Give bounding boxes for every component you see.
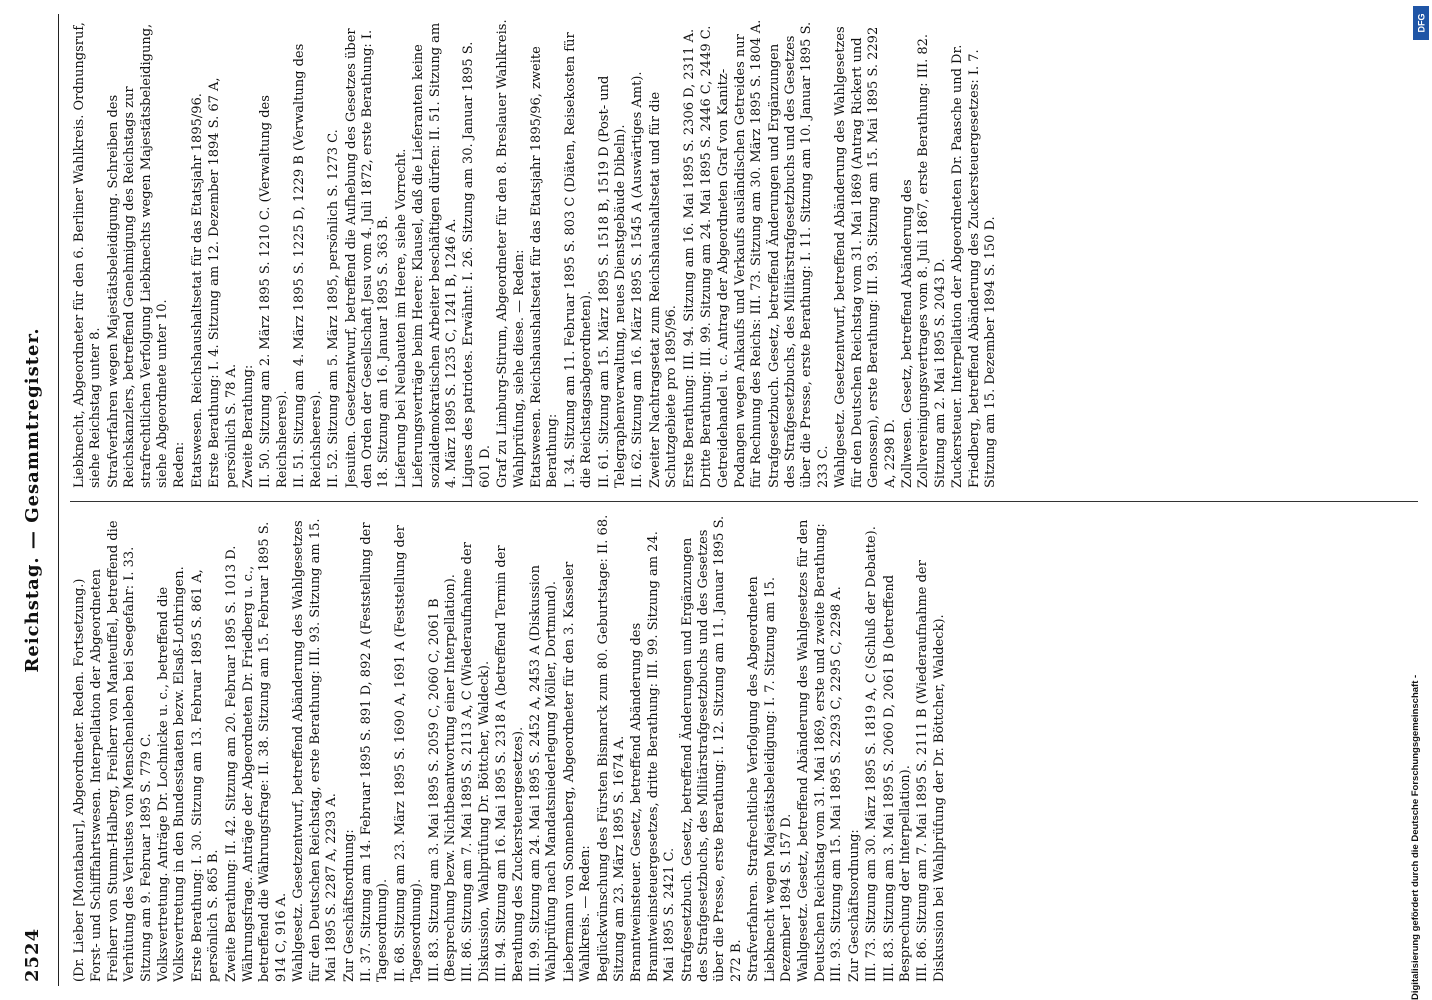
dfg-logo-icon (1413, 6, 1429, 40)
index-entry: II. 61. Sitzung am 15. März 1895 S. 1518 B, 1519 D (Post- und Telegraphenverwaltung, neues Dienstgebäude Dibeln). (596, 75, 628, 488)
index-entry: Reden: (172, 441, 188, 488)
index-entry: (Dr. Lieber [Montabaur], Abgeordneter. Reden. Fortsetzung.) (72, 578, 87, 982)
index-entry: II. 52. Sitzung am 5. März 1895, persönlich S. 1273 C. (326, 129, 342, 488)
index-entry: Erste Berathung: I. 30. Sitzung am 13. Februar 1895 S. 861 A, persönlich S. 865 B. (189, 569, 222, 982)
index-entry: Zweite Berathung: II. 42. Sitzung am 20. Februar 1895 S. 1013 D. (223, 545, 239, 982)
page-number: 2524 (22, 927, 43, 982)
index-entry: Zweiter Nachtragsetat zum Reichshaushaltsetat und für die Schutzgebiete pro 1895/96. (647, 91, 680, 488)
index-entry: Erste Berathung: III. 94. Sitzung am 16. Mai 1895 S. 2306 D, 2311 A. (681, 28, 697, 488)
index-entry: III. 73. Sitzung am 30. März 1895 S. 1819 A, C (Schluß der Debatte). (864, 526, 880, 982)
index-entry: Liebknecht, Abgeordneter für den 6. Berliner Wahlkreis. Ordnungsruf, siehe Reichstag unter 8. (72, 22, 104, 488)
index-entry: II. 37. Sitzung am 14. Februar 1895 S. 891 D, 892 A (Feststellung der Tagesordnung). (358, 522, 391, 982)
index-entry: III. 94. Sitzung am 16. Mai 1895 S. 2318 A (betreffend Termin der Berathung des Zuckersteuergesetzes). (494, 545, 526, 982)
index-entry: Getreidehandel u. c. Antrag der Abgeordneten Graf von Kanitz-Podangen wegen Ankaufs und Verkaufs ausländischen Getreides nur für Rechnung des Reichs: III. 73. Sitzung am 30. März 1895 S. 1804 A. (716, 19, 765, 488)
index-entry: Jesuiten. Gesetzentwurf, betreffend die Aufhebung des Gesetzes über den Orden der Gesellschaft Jesu vom 4. Juli 1872, erste Berathung: I. 18. Sitzung am 16. Januar 1895 S. 363 B. (343, 28, 392, 488)
index-entry: Zollwesen. Gesetz, betreffend Abänderung des Zollvereinigungsvertrages vom 8. Juli 1867, erste Berathung: III. 82. Sitzung am 2. Mai 1895 S. 2043 D. (899, 33, 948, 488)
index-entry: Lieferung bei Neubauten im Heere, siehe Vorrecht. (393, 148, 409, 488)
index-entry: I. 34. Sitzung am 11. Februar 1895 S. 803 C (Diäten, Reisekosten für die Reichstagsabgeordneten). (562, 32, 595, 488)
index-entry: III. 86. Sitzung am 7. Mai 1895 S. 2111 B (Wiederaufnahme der Diskussion bei Wahlprüfung der Dr. Böttcher, Waldeck). (915, 560, 947, 982)
index-entry: Wahlgesetz. Gesetzentwurf, betreffend Abänderung des Wahlgesetzes für den Deutschen Reichstag vom 31. Mai 1869 (Antrag Rickert und Genossen), erste Berathung: III. 93. Sitzung am 15. Mai 1895 S. 2292 A, 2298 D. (833, 26, 898, 488)
dfg-logo-text: DFG (1416, 13, 1426, 33)
index-entry: Zur Geschäftsordnung: (341, 829, 357, 982)
index-entry: Zur Geschäftsordnung: (846, 829, 862, 982)
index-entry: Beglückwünschung des Fürsten Bismarck zum 80. Geburtstage: II. 68. Sitzung am 23. März 1895 S. 1674 A. (595, 514, 627, 982)
right-column (72, 18, 1418, 488)
index-entry: Graf zu Limburg-Stirum, Abgeordneter für den 8. Breslauer Wahlkreis. Wahlprüfung, siehe diese. — Reden: (495, 19, 527, 488)
header-rule (58, 14, 59, 986)
index-entry: Wahlgesetz. Gesetzentwurf, betreffend Abänderung des Wahlgesetzes für den Deutschen Reichstag, erste Berathung: III. 93. Sitzung am 15. Mai 1895 S. 2287 A, 2293 A. (291, 518, 340, 982)
index-entry: III. 86. Sitzung am 7. Mai 1895 S. 2113 A, C (Wiederaufnahme der Diskussion, Wahlprüfung Dr. Böttcher, Waldeck). (460, 542, 492, 982)
running-title: Reichstag. — Gesammtregister. (22, 327, 43, 673)
index-entry: Etatswesen. Reichshaushaltsetat für das Etatsjahr 1895/96. (189, 93, 205, 488)
index-entry: Zweite Berathung: (241, 364, 257, 488)
index-entry: Liebermann von Sonnenberg, Abgeordneter für den 3. Kasseler Wahlkreis. — Reden: (561, 561, 594, 982)
column-divider (70, 501, 1418, 502)
index-entry: Währungsfrage. Anträge der Abgeordneten Dr. Friedberg u. c., betreffend die Währungsfrage: II. 38. Sitzung am 15. Februar 1895 S. 914 C, 916 A. (241, 521, 289, 982)
index-entry: III. 99. Sitzung am 24. Mai 1895 S. 2452 A, 2453 A (Diskussion Wahlprüfung nach Mandatsniederlegung Möller, Dortmund). (527, 565, 560, 982)
index-entry: Strafverfahren. Strafrechtliche Verfolgung des Abgeordneten Liebknecht wegen Majestätsbeleidigung: I. 7. Sitzung am 15. Dezember 1894 S. 157 D. (746, 576, 795, 982)
page-header (0, 0, 64, 1000)
index-entry: Strafgesetzbuch. Gesetz, betreffend Änderungen und Ergänzungen des Strafgesetzbuchs, des Militärstrafgesetzbuchs und des Gesetzes über die Presse, erste Berathung: I. 12. Sitzung am 11. Januar 1895 S. 272 B. (679, 515, 744, 982)
index-entry: Lieferungsverträge beim Heere: Klausel, daß die Lieferanten keine sozialdemokratischen Arbeiter beschäftigen dürfen: II. 51. Sitzung am 4. März 1895 S. 1235 C, 1241 B, 1246 A. (411, 22, 459, 488)
index-entry: Erste Berathung: I. 4. Sitzung am 12. Dezember 1894 S. 67 A, persönlich S. 78 A. (207, 77, 239, 488)
index-entry: II. 50. Sitzung am 2. März 1895 S. 1210 C. (Verwaltung des Reichsheeres). (258, 95, 290, 488)
index-entry: Wahlgesetz. Gesetz, betreffend Abänderung des Wahlgesetzes für den Deutschen Reichstag vom 31. Mai 1869, erste und zweite Berathung: III. 93. Sitzung am 15. Mai 1895 S. 2293 C, 2295 C, 2298 A. (796, 519, 845, 982)
index-entry: Volksvertretung. Anträge Dr. Lochnicke u. c., betreffend die Volksvertretung in den Bundesstaaten bezw. Elsaß-Lothringen. (156, 566, 188, 982)
index-entry: II. 62. Sitzung am 16. März 1895 S. 1545 A (Auswärtiges Amt). (630, 71, 646, 488)
index-entry: II. 68. Sitzung am 23. März 1895 S. 1690 A, 1691 A (Feststellung der Tagesordnung). (392, 525, 425, 982)
index-entry: Ligues des patriotes. Erwähnt: I. 26. Sitzung am 30. Januar 1895 S. 601 D. (461, 41, 493, 488)
index-entry: Strafverfahren wegen Majestätsbeleidigung. Schreiben des Reichskanzlers, betreffend Genehmigung des Reichstags zur strafrechtlichen Verfolgung Liebknechts wegen Majestätsbeleidigung, siehe Abgeordnete unter 10. (105, 23, 171, 488)
index-entry: Zuckersteuer. Interpellation der Abgeordneten Dr. Paasche und Dr. Friedberg, betreffend Abänderung des Zuckersteuergesetzes: I. 7. Sitzung am 15. Dezember 1894 S. 150 D. (950, 44, 998, 488)
index-entry: Etatswesen. Reichshaushaltsetat für das Etatsjahr 1895/96, zweite Berathung: (528, 46, 561, 488)
index-entry: Branntweinsteuer. Gesetz, betreffend Abänderung des Branntweinsteuergesetzes, dritte Berathung: III. 99. Sitzung am 24. Mai 1895 S. 2421 C. (629, 531, 678, 982)
index-entry: Dritte Berathung: III. 99. Sitzung am 24. Mai 1895 S. 2446 C, 2449 C. (699, 25, 715, 488)
left-column (72, 512, 1418, 982)
index-entry: II. 51. Sitzung am 4. März 1895 S. 1225 D, 1229 B (Verwaltung des Reichsheeres). (292, 43, 324, 488)
digitization-credit: Digitalisierung gefördert durch die Deutsche Forschungsgemeinschaft - (1410, 674, 1421, 1000)
index-entry: III. 83. Sitzung am 3. Mai 1895 S. 2060 D, 2061 B (betreffend Besprechung der Interpellation). (881, 574, 913, 982)
index-entry: Forst- und Schifffahrtswesen. Interpellation der Abgeordneten Freiherr von Stumm-Halberg, Freiherr von Manteuffel, betreffend die Verhütung des Verlustes von Menschenleben bei Seegefahr: I. 33. Sitzung am 9. Februar 1895 S. 779 C. (89, 520, 154, 982)
index-entry: Strafgesetzbuch. Gesetz, betreffend Änderungen und Ergänzungen des Strafgesetzbuchs, des Militärstrafgesetzbuchs und des Gesetzes über die Presse, erste Berathung: I. 11. Sitzung am 10. Januar 1895 S. 233 C. (766, 21, 831, 488)
index-entry: III. 83. Sitzung am 3. Mai 1895 S. 2059 C, 2060 C, 2061 B (Besprechung bezw. Nichtbeantwortung einer Interpellation). (426, 574, 458, 982)
